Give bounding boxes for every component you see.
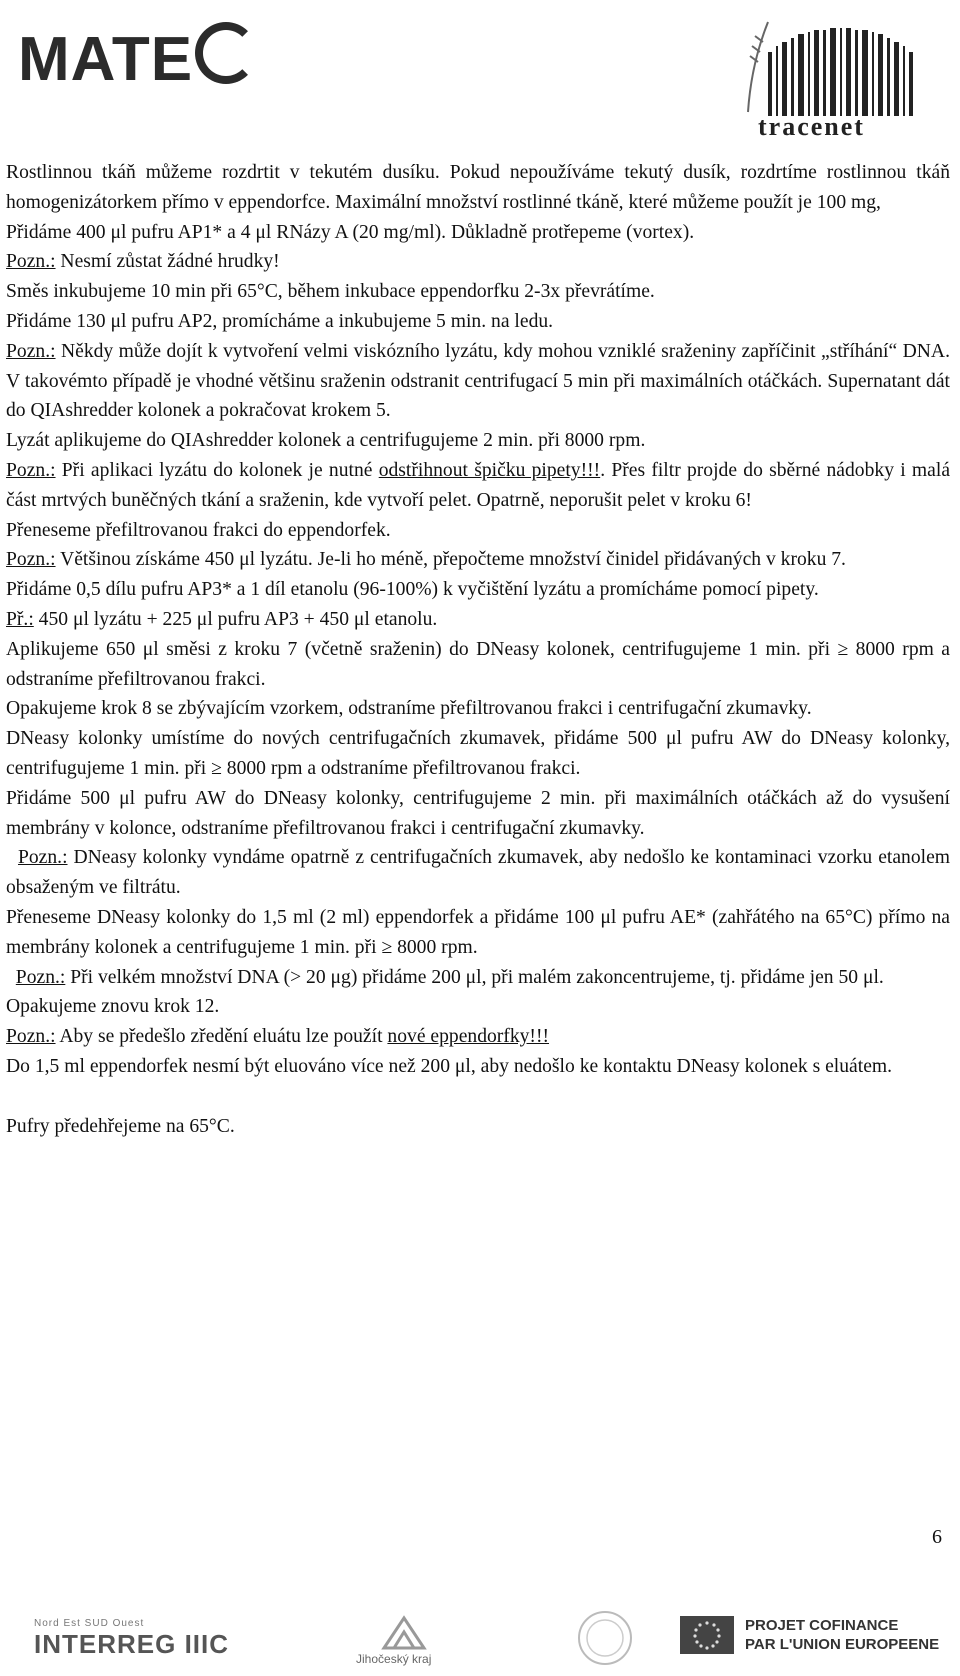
paragraph-step-7: Přidáme 0,5 dílu pufru AP3* a 1 díl etanolu (96-100%) k vyčištění lyzátu a promícháme pomocí pipety. [6,579,819,601]
paragraph-final: Pufry předehřejeme na 65°C. [6,1115,235,1137]
paragraph-step-4: Přidáme 130 μl pufru AP2, promícháme a inkubujeme 5 min. na ledu. [6,310,554,332]
paragraph-step-13: Opakujeme znovu krok 12. [6,996,220,1018]
note-emphasis: odstřihnout špičku pipety!!! [378,459,601,481]
paragraph-step-14: Do 1,5 ml eppendorfek nesmí být eluováno více než 200 μl, aby nedošlo ke kontaktu DNeasy kolonek s eluátem. [6,1055,893,1077]
page-footer [0,1600,960,1676]
paragraph-step-8: Aplikujeme 650 μl směsi z kroku 7 (včetně sraženin) do DNeasy kolonek, centrifugujeme 1 min. při ≥ 8000 rpm a odstraníme přefiltrovanou frakci. [6,638,950,690]
note-text: . Přes filtr projde do sběrné nádobky i malá část mrtvých buněčných tkání a sraženin, kde vytvoří pelet. Opatrně, neporušit pelet v kroku 6! [6,459,951,511]
barcode-icon [728,12,938,116]
note-text: Nesmí zůstat žádné hrudky! [55,251,280,273]
note-2 [6,337,950,426]
mateo-logo-text: MATE [18,25,194,94]
ministry-emblem-icon [560,1608,650,1668]
note-label: Pozn.: [6,459,56,481]
paragraph-step-12: Přeneseme DNeasy kolonky do 1,5 ml (2 ml) eppendorfek a přidáme 100 μl pufru AE* (zahřátého na 65°C) přímo na membrány kolonek a centrifugujeme 1 min. při ≥ 8000 rpm. [6,906,950,958]
example-label: Př.: [6,608,34,630]
paragraph-step-2: Přidáme 400 μl pufru AP1* a 4 μl RNázy A (20 mg/ml). Důkladně protřepeme (vortex). [6,221,695,243]
eu-text-line-2: PAR L'UNION EUROPEENE [745,1636,940,1653]
note-4 [6,545,950,575]
paragraph-step-11: Přidáme 500 μl pufru AW do DNeasy kolonky, centrifugujeme 2 min. při maximálních otáčkách až do vysušení membrány v kolonce, odstraníme přefiltrovanou frakci i centrifugační zkumavky. [6,787,950,839]
note-text: Při velkém množství DNA (> 20 μg) přidáme 200 μl, při malém zakoncentrujeme, tj. přidáme jen 50 μl. [65,966,884,988]
interreg-main-text: INTERREG IIIC [34,1629,230,1659]
note-5 [6,843,950,903]
spacer [6,1082,950,1112]
note-3 [6,456,950,516]
eu-text-line-1: PROJET COFINANCE [745,1617,899,1634]
eu-flag-icon [680,1616,734,1654]
page-number: 6 [932,1526,942,1548]
interreg-top-text: Nord Est SUD Ouest [34,1618,145,1629]
note-1 [6,247,950,277]
eu-cofinance-text [745,1616,939,1654]
note-label: Pozn.: [6,1026,56,1048]
page-header [0,0,960,150]
interreg-logo [34,1618,229,1660]
tracenet-logo-text: tracenet [758,112,865,141]
note-label: Pozn.: [6,340,56,362]
note-label: Pozn.: [15,966,66,988]
jihocesky-kraj-crest-icon [380,1614,428,1652]
example-text: 450 μl lyzátu + 225 μl pufru AP3 + 450 μl etanolu. [33,608,438,630]
example-1 [6,605,950,635]
mateo-o-ring-icon [195,22,257,84]
paragraph-step-6: Přeneseme přefiltrovanou frakci do eppendorfek. [6,519,391,541]
mateo-logo [18,22,257,95]
note-label: Pozn.: [6,251,56,273]
note-emphasis: nové eppendorfky!!! [387,1026,550,1048]
note-text: DNeasy kolonky vyndáme opatrně z centrifugačních zkumavek, aby nedošlo ke kontaminaci vzorku etanolem obsaženým ve filtrátu. [6,847,951,899]
paragraph-step-5: Lyzát aplikujeme do QIAshredder kolonek a centrifugujeme 2 min. při 8000 rpm. [6,430,646,452]
note-7 [6,1022,950,1052]
note-label: Pozn.: [6,549,56,571]
note-text: Někdy může dojít k vytvoření velmi viskózního lyzátu, kdy mohou vzniklé sraženiny zapříčinit „stříhání“ DNA. V takovémto případě je vhodné většinu sraženin odstranit centrifugací 5 min při maximálních otáčkách. Supernatant dát do QIAshredder kolonek a pokračovat krokem 5. [6,340,950,422]
paragraph-step-9: Opakujeme krok 8 se zbývajícím vzorkem, odstraníme přefiltrovanou frakci i centrifugační zkumavky. [6,698,812,720]
note-text: Většinou získáme 450 μl lyzátu. Je-li ho méně, přepočteme množství činidel přidávaných v kroku 7. [55,549,846,571]
note-text: Aby se předešlo zředění eluátu lze použít [55,1026,388,1048]
note-text: Při aplikaci lyzátu do kolonek je nutné [55,459,379,481]
paragraph-step-3: Směs inkubujeme 10 min při 65°C, během inkubace eppendorfku 2-3x převrátíme. [6,281,655,303]
paragraph-step-1: Rostlinnou tkáň můžeme rozdrtit v tekutém dusíku. Pokud nepoužíváme tekutý dusík, rozdrtíme rostlinnou tkáň homogenizátorkem přímo v eppendorfce. Maximální množství rostlinné tkáně, které můžeme použít je 100 mg, [6,162,950,213]
document-body [6,158,950,1141]
jihocesky-kraj-text: Jihočeský kraj [356,1652,432,1666]
paragraph-step-10: DNeasy kolonky umístíme do nových centrifugačních zkumavek, přidáme 500 μl pufru AW do DNeasy kolonky, centrifugujeme 1 min. při ≥ 8000 rpm a odstraníme přefiltrovanou frakci. [6,728,950,779]
note-6 [6,963,950,993]
tracenet-logo [728,12,938,142]
note-label: Pozn.: [17,847,68,869]
